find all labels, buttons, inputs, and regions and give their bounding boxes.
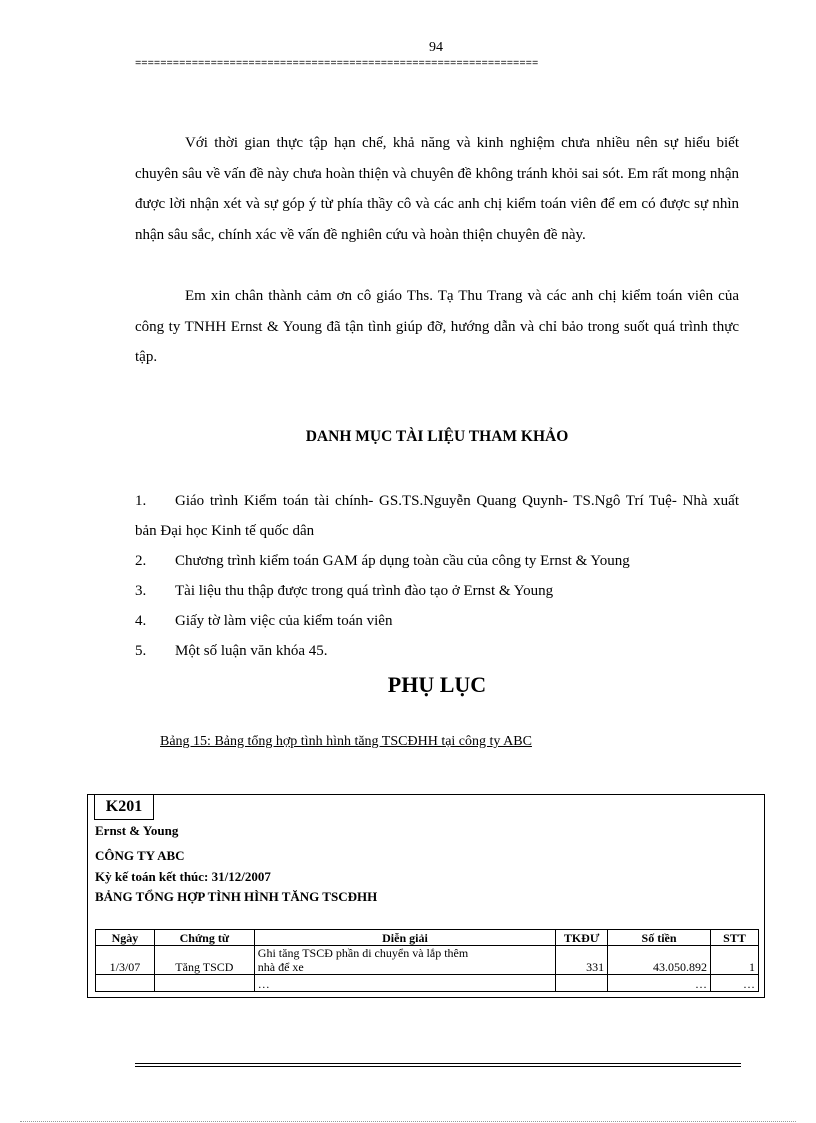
cell-date: 1/3/07 bbox=[96, 946, 155, 975]
table-header-row bbox=[96, 930, 759, 946]
reference-item bbox=[135, 486, 739, 546]
footer-rule-bottom bbox=[135, 1066, 741, 1067]
cell-date bbox=[96, 975, 155, 992]
reference-text: Giáo trình Kiểm toán tài chính- GS.TS.Nguyễn Quang Quynh- TS.Ngô Trí Tuệ- Nhà xuất bản Đại học Kinh tế quốc dân bbox=[135, 493, 739, 539]
cell-stt: 1 bbox=[711, 946, 759, 975]
period-end: Kỳ kế toán kết thúc: 31/12/2007 bbox=[95, 869, 271, 884]
description-line-1: Ghi tăng TSCĐ phần di chuyển và lắp thêm bbox=[257, 946, 469, 960]
page-edge-dotted-line bbox=[20, 1121, 796, 1122]
workpaper-code: K201 bbox=[94, 794, 154, 820]
header-separator: ================================================================ bbox=[135, 58, 539, 70]
reference-item bbox=[135, 636, 739, 666]
asset-increase-table bbox=[95, 929, 759, 992]
cell-amount: … bbox=[608, 975, 711, 992]
cell-voucher: Tăng TSCD bbox=[154, 946, 254, 975]
reference-item bbox=[135, 546, 739, 576]
workpaper-title: BẢNG TỔNG HỢP TÌNH HÌNH TĂNG TSCĐHH bbox=[95, 889, 378, 904]
appendix-heading: PHỤ LỤC bbox=[387, 672, 487, 697]
reference-text: Một số luận văn khóa 45. bbox=[175, 643, 328, 659]
body-paragraph-2 bbox=[135, 281, 739, 373]
reference-number: 4. bbox=[135, 613, 147, 629]
table-caption: Bảng 15: Bảng tổng hợp tình hình tăng TSCĐHH tại công ty ABC bbox=[160, 734, 532, 749]
firm-name: Ernst & Young bbox=[95, 823, 179, 838]
reference-text: Chương trình kiểm toán GAM áp dụng toàn cầu của công ty Ernst & Young bbox=[175, 553, 630, 569]
cell-description bbox=[254, 946, 555, 975]
footer-rule-top bbox=[135, 1063, 741, 1064]
paragraph-1-text: Với thời gian thực tập hạn chế, khả năng và kinh nghiệm chưa nhiều nên sự hiểu biết chuyên sâu về vấn đề này chưa hoàn thiện và chuyên đề không tránh khỏi sai sót. Em rất mong nhận được lời nhận xét và sự góp ý từ phía thầy cô và các anh chị kiểm toán viên để em có được sự nhìn nhận sâu sắc, chính xác về vấn đề nghiên cứu và hoàn thiện chuyên đề này. bbox=[135, 135, 739, 243]
reference-number: 2. bbox=[135, 553, 147, 569]
column-header-description: Diễn giải bbox=[254, 930, 555, 946]
reference-item bbox=[135, 576, 739, 606]
column-header-amount: Số tiền bbox=[608, 930, 711, 946]
references-heading: DANH MỤC TÀI LIỆU THAM KHẢO bbox=[305, 428, 569, 445]
reference-list bbox=[135, 486, 739, 666]
cell-description: … bbox=[254, 975, 555, 992]
reference-number: 3. bbox=[135, 583, 147, 599]
client-name: CÔNG TY ABC bbox=[95, 848, 185, 863]
cell-stt: … bbox=[711, 975, 759, 992]
cell-account: 331 bbox=[556, 946, 608, 975]
cell-account bbox=[556, 975, 608, 992]
body-paragraph-1 bbox=[135, 128, 739, 250]
page-number: 94 bbox=[429, 40, 443, 55]
cell-amount: 43.050.892 bbox=[608, 946, 711, 975]
column-header-stt: STT bbox=[711, 930, 759, 946]
column-header-account: TKĐƯ bbox=[556, 930, 608, 946]
reference-text: Tài liệu thu thập được trong quá trình đào tạo ở Ernst & Young bbox=[175, 583, 554, 599]
reference-text: Giấy tờ làm việc của kiểm toán viên bbox=[175, 613, 393, 629]
column-header-date: Ngày bbox=[96, 930, 155, 946]
paragraph-2-text: Em xin chân thành cảm ơn cô giáo Ths. Tạ Thu Trang và các anh chị kiểm toán viên của công ty TNHH Ernst & Young đã tận tình giúp đỡ, hướng dẫn và chỉ bảo trong suốt quá trình thực tập. bbox=[135, 288, 739, 365]
reference-item bbox=[135, 606, 739, 636]
column-header-voucher: Chứng từ bbox=[154, 930, 254, 946]
reference-number: 5. bbox=[135, 643, 147, 659]
cell-voucher bbox=[154, 975, 254, 992]
description-line-2: nhà để xe bbox=[257, 960, 304, 974]
reference-number: 1. bbox=[135, 493, 147, 509]
table-row bbox=[96, 946, 759, 975]
table-row bbox=[96, 975, 759, 992]
